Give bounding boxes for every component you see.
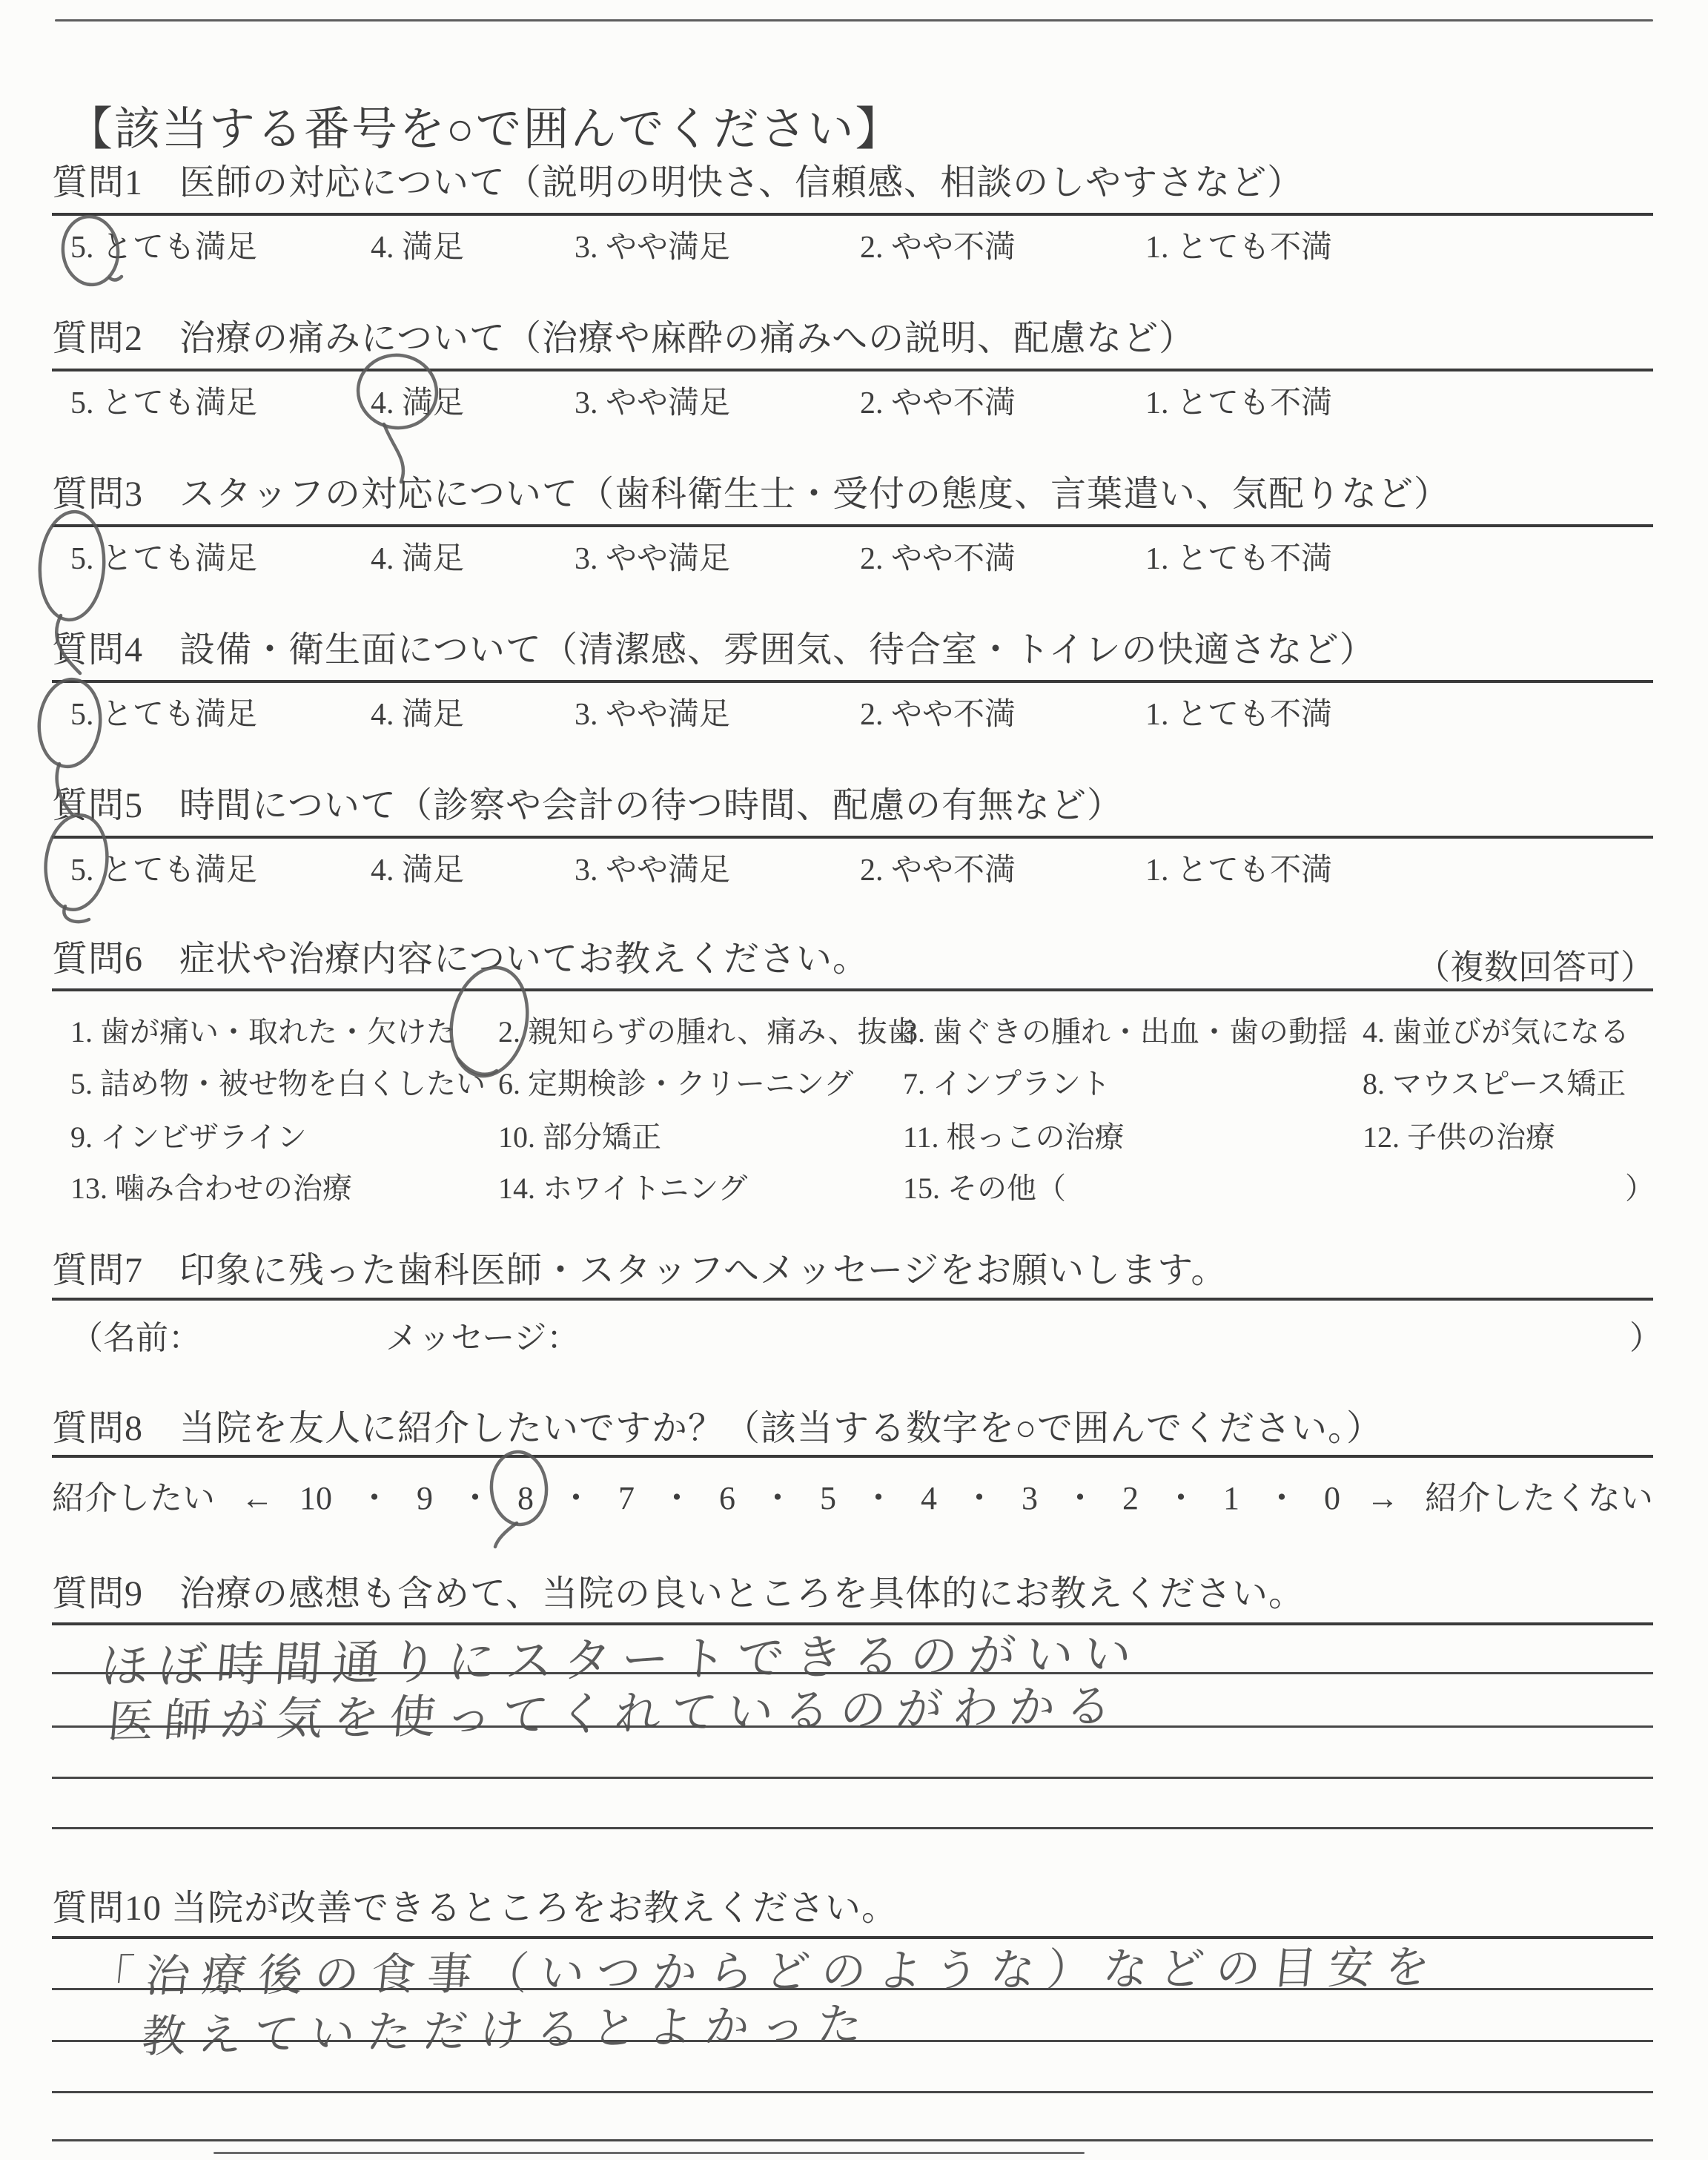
symptom-option: 1. 歯が痛い・取れた・欠けた [70, 1015, 456, 1048]
rating-option: 2. やや不満 [860, 386, 1016, 420]
nps-scale-token: 0 [1324, 1480, 1340, 1516]
scan-edge-top-line [55, 19, 1653, 22]
symptom-option: 2. 親知らずの腫れ、痛み、抜歯 [498, 1015, 917, 1048]
nps-scale-token: 9 [417, 1480, 433, 1516]
symptom-option: 8. マウスピース矯正 [1363, 1067, 1626, 1100]
scan-edge-bottom-line [214, 2152, 1085, 2154]
nps-scale-token: ・ [661, 1480, 693, 1516]
rating-option: 4. 満足 [371, 853, 465, 888]
symptom-option: 14. ホワイトニング [498, 1172, 748, 1205]
question-6-row-3 [0, 1114, 1708, 1161]
nps-scale-row [52, 1471, 1653, 1519]
message-field-label: メッセージ： [385, 1320, 580, 1356]
rating-option: 1. とても不満 [1145, 231, 1333, 265]
nps-scale-token: ← [241, 1480, 274, 1516]
rating-option: 1. とても不満 [1145, 542, 1333, 576]
question-3-heading: 質問3 スタッフの対応について（歯科衛生士・受付の態度、言葉遣い、気配りなど） [52, 475, 1451, 514]
nps-scale-token: ・ [761, 1480, 794, 1516]
nps-scale-token: ・ [862, 1480, 895, 1516]
nps-scale-token: ・ [459, 1480, 491, 1516]
symptom-option: 11. 根っこの治療 [903, 1120, 1125, 1154]
question-8-underline [52, 1455, 1653, 1458]
rating-option: 2. やや不満 [860, 542, 1016, 576]
nps-scale-token: 4 [921, 1480, 937, 1516]
symptom-option: 9. インビザライン [70, 1120, 307, 1154]
writing-line [52, 1777, 1653, 1779]
name-field-label: （名前： [70, 1320, 201, 1356]
handwritten-answer-q10-line-1: 「治療後の食事（いつからどのような）などの目安を [86, 1941, 1444, 2004]
rating-option: 2. やや不満 [860, 698, 1016, 732]
rating-option: 5. とても満足 [70, 698, 258, 732]
nps-scale-token: 紹介したい [52, 1480, 215, 1516]
circle-q2-tail [384, 424, 403, 482]
question-9-heading: 質問9 治療の感想も含めて、当院の良いところを具体的にお教えください。 [52, 1574, 1305, 1614]
rating-option: 2. やや不満 [860, 231, 1016, 265]
rating-option: 3. やや満足 [575, 853, 731, 888]
nps-scale-token: 1 [1223, 1480, 1239, 1516]
nps-scale-token: 3 [1022, 1480, 1038, 1516]
question-1-underline [52, 213, 1653, 216]
circle-q8-tail [495, 1523, 517, 1547]
rating-option: 4. 満足 [371, 542, 465, 576]
question-6-underline [52, 988, 1653, 991]
question-4-underline [52, 680, 1653, 683]
page-title: 【該当する番号を○で囲んでください】 [67, 104, 903, 155]
question-2-underline [52, 369, 1653, 371]
question-6-row-2 [0, 1060, 1708, 1108]
circle-q5-tail [64, 906, 89, 922]
question-10-heading: 質問10 当院が改善できるところをお教えください。 [52, 1889, 898, 1928]
symptom-option: 13. 噛み合わせの治療 [70, 1172, 352, 1205]
symptom-option: ） [1625, 1172, 1655, 1205]
closing-paren: ） [1629, 1320, 1662, 1356]
nps-scale-token: ・ [560, 1480, 592, 1516]
writing-line [52, 1827, 1653, 1829]
rating-option: 1. とても不満 [1145, 698, 1333, 732]
rating-option: 5. とても満足 [70, 542, 258, 576]
question-8-heading: 質問8 当院を友人に紹介したいですか？（該当する数字を○で囲んでください。） [52, 1409, 1383, 1448]
nps-scale-token: 紹介したくない [1425, 1480, 1653, 1516]
nps-scale-token: 6 [719, 1480, 735, 1516]
nps-scale-token: 5 [820, 1480, 836, 1516]
question-6-heading: 質問6 症状や治療内容についてお教えください。 [52, 939, 870, 979]
rating-option: 2. やや不満 [860, 853, 1016, 888]
rating-option: 3. やや満足 [575, 698, 731, 732]
rating-option: 3. やや満足 [575, 386, 731, 420]
rating-option: 4. 満足 [371, 698, 465, 732]
question-4-heading: 質問4 設備・衛生面について（清潔感、雰囲気、待合室・トイレの快適さなど） [52, 630, 1376, 670]
nps-scale-token: ・ [1165, 1480, 1197, 1516]
rating-option: 5. とても満足 [70, 386, 258, 420]
symptom-option: 10. 部分矯正 [498, 1120, 661, 1154]
handwritten-answer-q9-line-1: ほぼ時間通りにスタートできるのがいい [99, 1626, 1144, 1695]
symptom-option: 3. 歯ぐきの腫れ・出血・歯の動揺 [903, 1015, 1348, 1048]
handwritten-answer-q9-line-2: 医師が気を使ってくれているのがわかる [105, 1678, 1125, 1749]
nps-scale-token: 7 [618, 1480, 635, 1516]
question-3-options-row [0, 534, 1708, 578]
rating-option: 5. とても満足 [70, 231, 258, 265]
rating-option: 4. 満足 [371, 231, 465, 265]
symptom-option: 4. 歯並びが気になる [1363, 1015, 1629, 1048]
nps-scale-token: 10 [299, 1480, 332, 1516]
symptom-option: 6. 定期検診・クリーニング [498, 1067, 854, 1100]
question-5-options-row [0, 845, 1708, 890]
question-7-heading: 質問7 印象に残った歯科医師・スタッフへメッセージをお願いします。 [52, 1251, 1228, 1290]
question-6-row-4 [0, 1165, 1708, 1212]
question-4-options-row [0, 690, 1708, 734]
question-5-underline [52, 836, 1653, 839]
multiple-answers-note: （複数回答可） [1416, 948, 1655, 986]
symptom-option: 15. その他（ [903, 1172, 1066, 1205]
question-2-heading: 質問2 治療の痛みについて（治療や麻酔の痛みへの説明、配慮など） [52, 319, 1196, 358]
writing-line [52, 2091, 1653, 2093]
nps-scale-token: → [1366, 1480, 1399, 1516]
nps-scale-token: ・ [1265, 1480, 1298, 1516]
nps-scale-token: 2 [1122, 1480, 1139, 1516]
rating-option: 4. 満足 [371, 386, 465, 420]
symptom-option: 5. 詰め物・被せ物を白くしたい [70, 1067, 486, 1100]
writing-line [52, 2139, 1653, 2141]
nps-scale-token: ・ [358, 1480, 391, 1516]
rating-option: 3. やや満足 [575, 542, 731, 576]
question-1-heading: 質問1 医師の対応について（説明の明快さ、信頼感、相談のしやすさなど） [52, 163, 1304, 202]
question-6-row-1 [0, 1008, 1708, 1056]
rating-option: 1. とても不満 [1145, 853, 1333, 888]
question-5-heading: 質問5 時間について（診察や会計の待つ時間、配慮の有無など） [52, 786, 1124, 825]
question-2-options-row [0, 378, 1708, 423]
symptom-option: 12. 子供の治療 [1363, 1120, 1555, 1154]
nps-scale-token: ・ [1064, 1480, 1096, 1516]
handwritten-answer-q10-line-2: 教えていただけるとよかった [139, 1998, 876, 2064]
rating-option: 5. とても満足 [70, 853, 258, 888]
rating-option: 3. やや満足 [575, 231, 731, 265]
circle-q1-tail [110, 277, 122, 280]
question-3-underline [52, 524, 1653, 527]
nps-scale-token: ・ [963, 1480, 996, 1516]
nps-scale-token: 8 [517, 1480, 534, 1516]
question-1-options-row [0, 222, 1708, 267]
rating-option: 1. とても不満 [1145, 386, 1333, 420]
symptom-option: 7. インプラント [903, 1067, 1110, 1100]
question-7-underline [52, 1298, 1653, 1301]
